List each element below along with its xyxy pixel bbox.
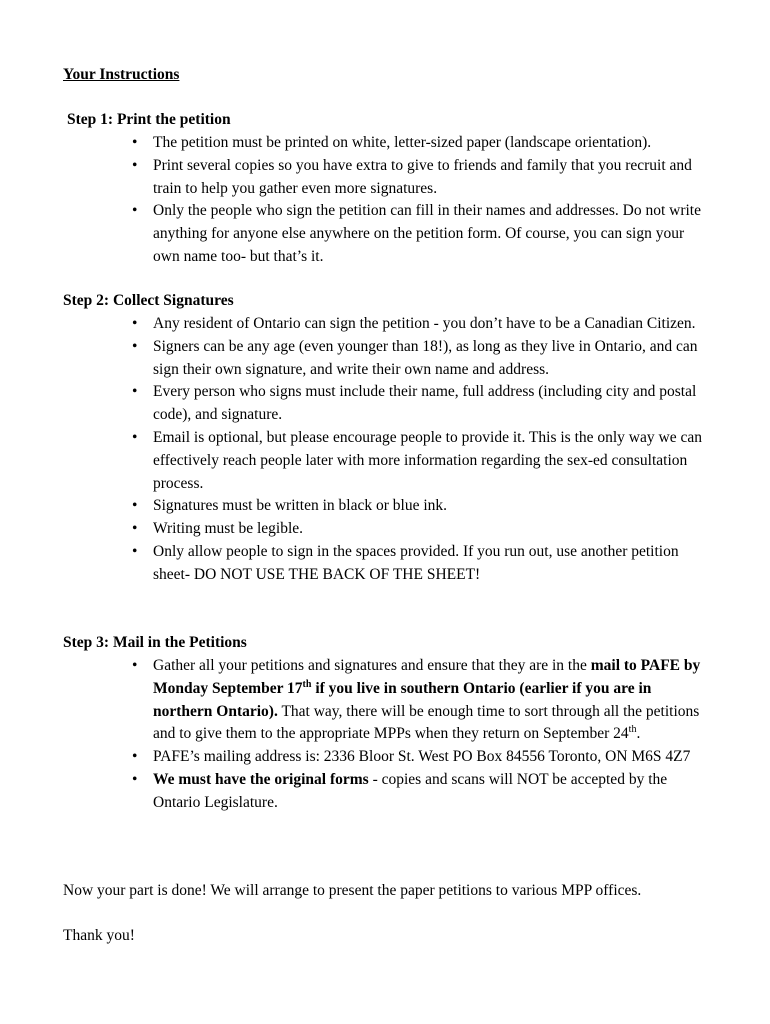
thanks-paragraph: Thank you!: [63, 927, 135, 944]
step2-bullet-3: • Every person who signs must include their name, full address (including city and postal code), and signature.: [153, 381, 713, 427]
step3-bullet-1-bold-a: mail to PAFE by Monday September 17: [153, 657, 701, 697]
step2-bullet-4: • Email is optional, but please encourage people to provide it. This is the only way we can effectively reach people later with more information regarding the sex-ed consultation process.: [153, 427, 713, 495]
step3-list: [153, 655, 713, 815]
step2-bullet-2: • Signers can be any age (even younger than 18!), as long as they live in Ontario, and can sign their own signature, and write their own name and address.: [153, 336, 713, 382]
step3-bullet-2: • PAFE’s mailing address is: 2336 Bloor St. West PO Box 84556 Toronto, ON M6S 4Z7: [153, 746, 713, 769]
step2-bullet-6: • Writing must be legible.: [153, 518, 713, 541]
step3-bullet-3: [153, 769, 713, 815]
step3-bullet-1-bold-b: if you live in southern Ontario (earlier if you are in northern Ontario).: [153, 679, 652, 720]
step1-list: [153, 132, 713, 269]
step3-bullet-3-text: - copies and scans will NOT be accepted by the Ontario Legislature.: [153, 770, 668, 811]
step3-bullet-3-bold: We must have the original forms: [153, 770, 369, 788]
step2-bullet-5: • Signatures must be written in black or blue ink.: [153, 495, 713, 518]
step1-bullet-3: • Only the people who sign the petition can fill in their names and addresses. Do not write anything for anyone else anywhere on the petition form. Of course, you can sign your own name too- but that’s it.: [153, 200, 713, 268]
closing-paragraph: Now your part is done! We will arrange to present the paper petitions to various MPP offices.: [63, 882, 642, 899]
step2-bullet-7: • Only allow people to sign in the spaces provided. If you run out, use another petition sheet- DO NOT USE THE BACK OF THE SHEET!: [153, 541, 713, 587]
step3-bullet-1-sup-a: th: [302, 678, 312, 690]
step3-bullet-1-text-a: Gather all your petitions and signatures and ensure that they are in the: [153, 657, 591, 674]
step3-bullet-1-sup-b: th: [628, 724, 637, 736]
step2-heading: Step 2: Collect Signatures: [63, 292, 234, 309]
document-title: Your Instructions: [63, 66, 180, 83]
step3-bullet-1-text-b: That way, there will be enough time to sort through all the petitions and to give them to the appropriate MPPs when they return on September 24: [153, 702, 700, 743]
step1-heading: Step 1: Print the petition: [67, 111, 231, 128]
step3-heading: Step 3: Mail in the Petitions: [63, 634, 247, 651]
step3-bullet-1: [153, 655, 713, 746]
step3-bullet-1-text-c: .: [636, 725, 641, 743]
step1-bullet-1: • The petition must be printed on white, letter-sized paper (landscape orientation).: [153, 132, 713, 155]
step2-bullet-1: • Any resident of Ontario can sign the petition - you don’t have to be a Canadian Citizen.: [153, 313, 713, 336]
step2-list: [153, 313, 713, 587]
step1-bullet-2: • Print several copies so you have extra to give to friends and family that you recruit and train to help you gather even more signatures.: [153, 155, 713, 201]
